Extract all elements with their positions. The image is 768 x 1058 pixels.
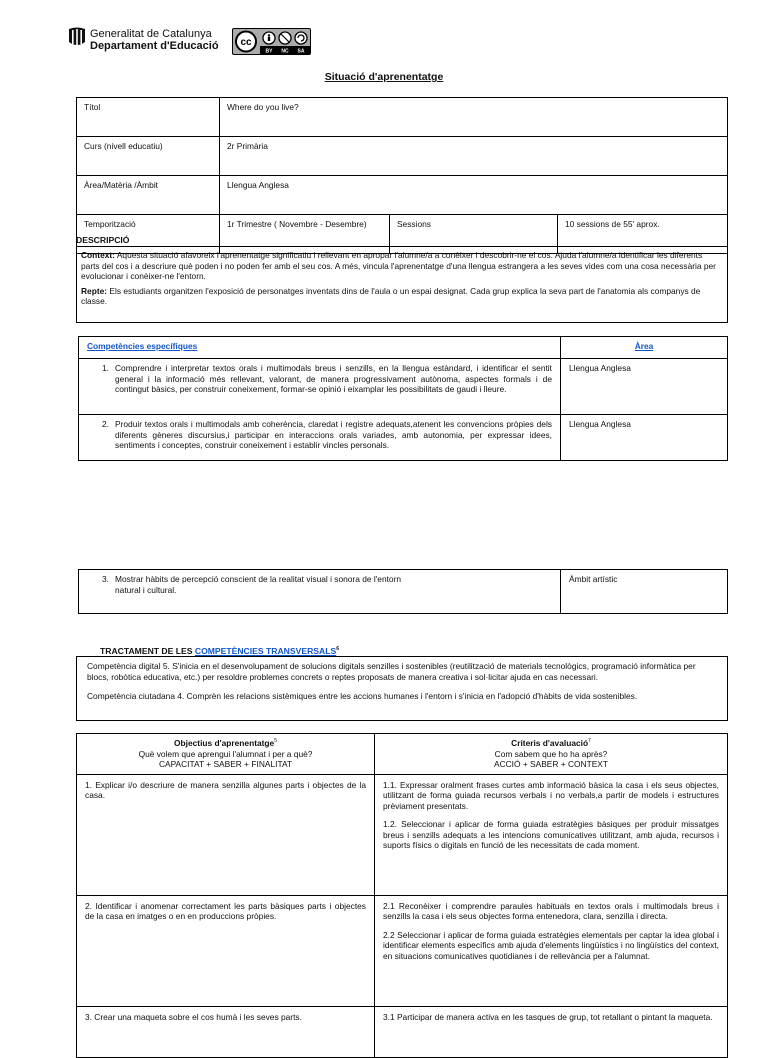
generalitat-logo-icon (67, 26, 87, 48)
context-paragraph (81, 250, 723, 282)
criteris-footnote-ref: 7 (588, 738, 591, 745)
objectiu-row-3 (77, 1006, 728, 1057)
repte-text: Els estudiants organitzen l'exposició de personatges inventats dins de l'aula o un espai designat. Cada grup explica la seva part de l'anatomia als companys de classe. (81, 285, 701, 306)
criteri-3-1: 3.1 Participar de manera activa en les tasques de grup, tot retallant o pintant la maqueta. (383, 1011, 713, 1022)
creative-commons-license-icon (232, 28, 311, 55)
info-table (76, 97, 728, 254)
competency-1-area: Llengua Anglesa (561, 359, 728, 415)
titol-value: Where do you live? (220, 98, 728, 137)
criteris-formula: ACCIÓ + SABER + CONTEXT (493, 759, 609, 769)
criteris-question: Com sabem que ho ha après? (494, 748, 608, 759)
area-label: Àrea/Matèria /Àmbit (77, 176, 220, 215)
curs-label: Curs (nivell educatiu) (77, 137, 220, 176)
objectius-table (76, 733, 728, 1058)
competency-row-1 (79, 359, 728, 415)
competency-row-2 (79, 415, 728, 461)
temporitzacio-value: 1r Trimestre ( Novembre - Desembre) (220, 215, 390, 254)
objectius-question: Què volem que aprengui l'alumnat i per a què? (138, 748, 313, 759)
objectiu-2: 2. Identificar i anomenar correctament les parts bàsiques parts i objectes de la casa en imatges o en en produccions pròpies. (77, 895, 375, 1006)
objectius-footnote-ref: 5 (274, 738, 277, 745)
cc-label: cc (240, 37, 252, 48)
context-text: Aquesta situació afavoreix l'aprenentatge significatiu i rellevant en apropar l'alumne/a a conèixer i descobrir-ne el cos. Ajuda l'alumne/a identificar les diferents parts del cos i a descriure què poden i no poden fer amb el seu cos. A més, vincula l'aprenentatge d'una llengua estrangera a les seves vides com una cosa necessària per evolucionar i conèixer-ne l'entorn. (81, 250, 716, 281)
sessions-label: Sessions (390, 215, 558, 254)
transversals-footnote-ref: 6 (336, 646, 339, 653)
temporitzacio-label: Temporització (77, 215, 220, 254)
context-label: Context: (81, 250, 115, 260)
info-row-area (77, 176, 728, 215)
transversal-digital: Competència digital 5. S'inicia en el desenvolupament de solucions digitals senzilles i sostenibles (reutilització de materials tecnològics, programació informàtica per blocs, robòtica educativa, etc.) per resoldre problemes concrets o reptes proposats de manera creativa i sol·licitar ajuda en cas necessari. (87, 661, 696, 682)
sessions-value: 10 sessions de 55' aprox. (558, 215, 728, 254)
area-value: Llengua Anglesa (220, 176, 728, 215)
descripcio-box (76, 246, 728, 323)
org-line-1: Generalitat de Catalunya (90, 28, 212, 40)
competency-1-text: Comprendre i interpretar textos orals i multimodals breus i senzills, en la llengua estàndard, i identificar el sentit general i la informació més rellevant, valorant, de manera progressivament autònoma, aspectes formals i de contingut bàsics, per construir coneixement, formar-se opinió i eixamplar les possibilitats de gaudi i lleure. (115, 363, 552, 394)
objectius-header-row (77, 734, 728, 775)
organization-name (90, 28, 219, 52)
titol-label: Títol (77, 98, 220, 137)
competency-2-number: 2. (102, 419, 109, 429)
criteri-2-1: 2.1 Reconèixer i comprendre paraules habituals en textos orals i multimodals breus i senzills la casa i els seus objectes forma entenedora, clara, senzilla i directa. (383, 900, 719, 921)
competencies-table-continued (78, 569, 728, 614)
objectiu-3: 3. Crear una maqueta sobre el cos humà i les seves parts. (77, 1006, 375, 1057)
objectiu-row-1 (77, 774, 728, 895)
curs-value: 2r Primària (220, 137, 728, 176)
cc-by-label: BY (265, 48, 273, 55)
repte-label: Repte: (81, 285, 108, 296)
competency-3-text: Mostrar hàbits de percepció conscient de la realitat visual i sonora de l'entorn natural i cultural. (115, 574, 402, 595)
objectius-formula: CAPACITAT + SABER + FINALITAT (158, 759, 293, 769)
criteri-2-2: 2.2 Seleccionar i aplicar de forma guiada estratègies elementals per captar la idea global i identificar elements específics amb ajuda d'elements lingüístics i no lingüístics del context, en situacions comunicatives quotidianes i de rellevància per a l'alumnat. (383, 929, 719, 961)
competency-1-number: 1. (102, 363, 109, 373)
area-link[interactable]: Àrea (634, 341, 654, 351)
criteri-1-2: 1.2. Seleccionar i aplicar de forma guiada estratègies bàsiques per produir missatges breus i senzills adequats a les intencions comunicatives utilitzant, amb ajuda, recursos i suports físics o digitals en funció de les necessitats de cada moment. (383, 819, 719, 850)
competencies-header-row (79, 337, 728, 359)
info-row-curs (77, 137, 728, 176)
org-line-2: Departament d'Educació (90, 40, 219, 52)
competency-2-text: Produir textos orals i multimodals amb coherència, claredat i registre adequats,atenent les convencions pròpies dels diferents gèneres discursius,i participar en interaccions orals variades, amb autonomia, per expressar idees, sentiments i conceptes, construir coneixement i establir vincles personals. (115, 419, 552, 450)
competency-3-number: 3. (102, 574, 109, 584)
objectius-heading: Objectius d'aprenentatge (174, 738, 275, 748)
criteri-1-1: 1.1. Expressar oralment frases curtes amb informació bàsica la casa i els seus objectes, utilitzant de forma guiada recursos verbals i no verbals,a partir de models i estructures prèviament presentats. (383, 779, 719, 811)
competency-3-area: Àmbit artístic (561, 570, 728, 614)
descripcio-heading: DESCRIPCIÓ (76, 235, 130, 245)
competencies-especifiques-link[interactable]: Competències específiques (87, 341, 198, 351)
criteris-heading: Criteris d'avaluació (511, 738, 589, 748)
cc-nc-label: NC (281, 48, 289, 55)
cc-sa-label: SA (297, 48, 305, 55)
transversals-box (76, 656, 728, 721)
repte-paragraph (81, 286, 723, 307)
competency-2-area: Llengua Anglesa (561, 415, 728, 461)
document-title: Situació d'aprenentatge (324, 71, 444, 83)
competency-row-3 (79, 570, 728, 614)
transversals-heading-prefix: TRACTAMENT DE LES (100, 646, 195, 656)
competencies-table (78, 336, 728, 461)
competencies-transversals-link[interactable]: COMPETÈNCIES TRANSVERSALS (194, 646, 337, 656)
info-row-titol (77, 98, 728, 137)
transversal-ciutadana: Competència ciutadana 4. Comprèn les relacions sistèmiques entre les accions humanes i l'entorn i s'inicia en l'adopció d'hàbits de vida sostenibles. (87, 691, 638, 701)
objectiu-row-2 (77, 895, 728, 1006)
objectiu-1: 1. Explicar i/o descriure de manera senzilla algunes parts i objectes de la casa. (77, 774, 375, 895)
